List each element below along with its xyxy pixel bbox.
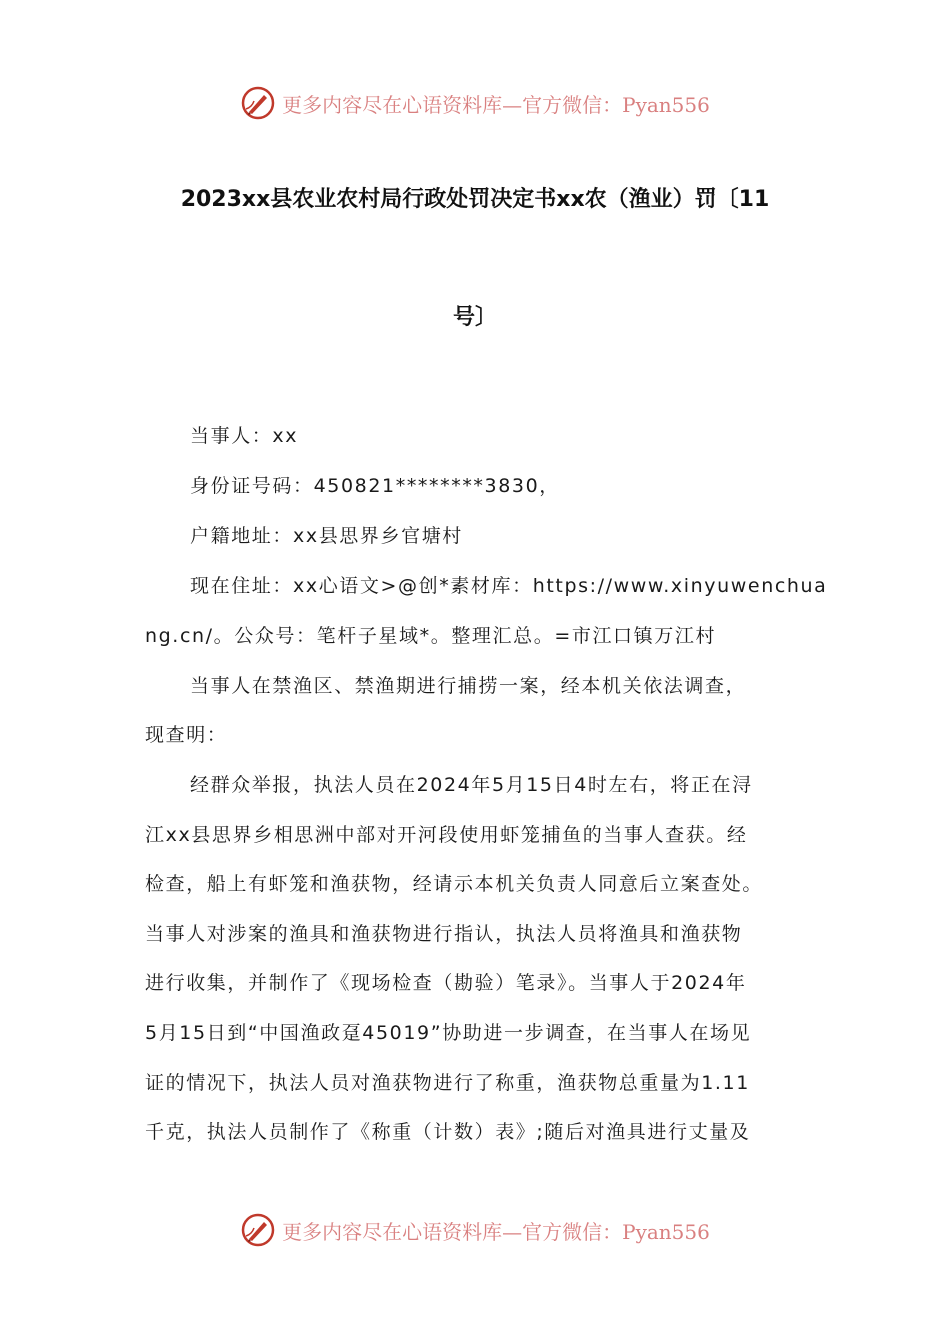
footer-banner xyxy=(0,1210,950,1250)
facts-line: 经群众举报，执法人员在2024年5月15日4时左右，将正在浔 xyxy=(190,774,753,796)
current-address-line: 现在住址：xx心语文>@创*素材库：https://www.xinyuwenchua xyxy=(190,575,828,597)
facts-line: 进行收集，并制作了《现场检查（勘验）笔录》。当事人于2024年 xyxy=(145,972,747,994)
facts-line: 江xx县思界乡相思洲中部对开河段使用虾笼捕鱼的当事人查获。经 xyxy=(145,824,748,846)
facts-line: 当事人对涉案的渔具和渔获物进行指认，执法人员将渔具和渔获物 xyxy=(145,923,743,945)
case-intro-line-cont: 现查明： xyxy=(145,724,228,746)
id-number-line: 身份证号码：450821********3830， xyxy=(190,475,560,497)
current-address-line-cont: ng.cn/。公众号：笔杆子星域*。整理汇总。=市江口镇万江村 xyxy=(145,625,717,647)
case-intro-line: 当事人在禁渔区、禁渔期进行捕捞一案，经本机关依法调查， xyxy=(190,675,747,697)
facts-line: 千克，执法人员制作了《称重（计数）表》;随后对渔具进行丈量及 xyxy=(145,1121,751,1143)
pen-logo-icon xyxy=(240,1212,276,1248)
party-name-line: 当事人：xx xyxy=(190,425,299,447)
pen-logo-icon xyxy=(240,85,276,121)
registered-address-line: 户籍地址：xx县思界乡官塘村 xyxy=(190,525,463,547)
facts-line: 5月15日到“中国渔政趸45019”协助进一步调查，在当事人在场见 xyxy=(145,1022,752,1044)
facts-line: 检查，船上有虾笼和渔获物，经请示本机关负责人同意后立案查处。 xyxy=(145,873,764,895)
banner-text: 更多内容尽在心语资料库—官方微信：Pyan556 xyxy=(282,92,710,117)
header-banner xyxy=(0,83,950,123)
document-title-line-1: 2023xx县农业农村局行政处罚决定书xx农（渔业）罚〔11 xyxy=(180,187,770,212)
facts-line: 证的情况下，执法人员对渔获物进行了称重，渔获物总重量为1.11 xyxy=(145,1072,750,1094)
document-title-line-2: 号〕 xyxy=(452,305,497,330)
banner-text: 更多内容尽在心语资料库—官方微信：Pyan556 xyxy=(282,1219,710,1244)
